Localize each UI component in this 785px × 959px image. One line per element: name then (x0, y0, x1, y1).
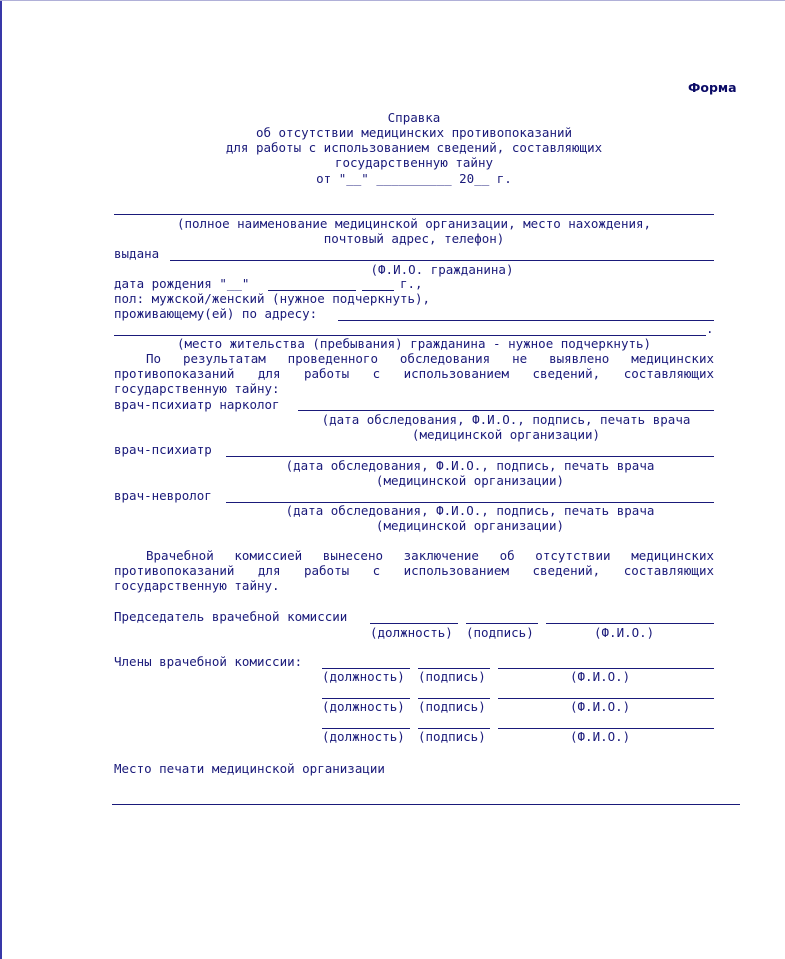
member-3-position-caption: (должность) (322, 729, 405, 744)
org-caption: (полное наименование медицинской организации, место нахождения, (176, 216, 652, 231)
window-top-edge (0, 0, 785, 1)
chairman-position-line (370, 623, 458, 624)
doctor-1-caption: (дата обследования, Ф.И.О., подпись, печать врача (321, 412, 691, 427)
results-paragraph: По результатам проведенного обследования не выявлено медицинских противопоказаний для работы с использованием сведений, составляющих государственную тайну: (114, 351, 714, 396)
birth-label: дата рождения "__" (114, 276, 250, 291)
doctor-1-line (298, 410, 714, 411)
window-left-edge (0, 0, 2, 959)
members-label: Члены врачебной комиссии: (114, 654, 303, 669)
issued-label: выдана (114, 246, 160, 261)
doc-title-line4: государственную тайну (334, 155, 494, 170)
member-3-fio-caption: (Ф.И.О.) (570, 729, 631, 744)
issued-line (170, 260, 714, 261)
doctor-1-caption-line2: (медицинской организации) (411, 427, 601, 442)
chairman-signature-caption: (подпись) (466, 625, 534, 640)
commission-paragraph: Врачебной комиссией вынесено заключение об отсутствии медицинских противопоказаний для работы с использованием сведений, составляющих государственную тайну. (114, 548, 714, 593)
sex-line: пол: мужской/женский (нужное подчеркнуть), (114, 291, 431, 306)
chairman-position-caption: (должность) (370, 625, 453, 640)
chairman-label: Председатель врачебной комиссии (114, 609, 348, 624)
member-3-signature-caption: (подпись) (418, 729, 486, 744)
doctor-3-label: врач-невролог (114, 488, 212, 503)
org-name-line (114, 214, 714, 215)
form-label: Форма (688, 80, 737, 95)
chairman-signature-line (466, 623, 538, 624)
birth-year-label: г., (400, 276, 423, 291)
address-label: проживающему(ей) по адресу: (114, 306, 318, 321)
member-1-position-caption: (должность) (322, 669, 405, 684)
doctor-2-caption-line2: (медицинской организации) (375, 473, 565, 488)
chairman-fio-caption: (Ф.И.О.) (594, 625, 655, 640)
doctor-1-label: врач-психиатр нарколог (114, 397, 280, 412)
address-line (338, 320, 714, 321)
footer-rule (112, 804, 740, 805)
doctor-2-label: врач-психиатр (114, 442, 212, 457)
chairman-fio-line (546, 623, 714, 624)
member-2-fio-caption: (Ф.И.О.) (570, 699, 631, 714)
doc-title: Справка (387, 110, 441, 125)
member-2-position-caption: (должность) (322, 699, 405, 714)
stamp-place: Место печати медицинской организации (114, 761, 385, 776)
org-caption-line2: почтовый адрес, телефон) (323, 231, 505, 246)
member-1-signature-caption: (подпись) (418, 669, 486, 684)
doc-date: от "__" __________ 20__ г. (316, 171, 512, 186)
address-end-dot: . (706, 321, 714, 336)
doctor-3-caption-line2: (медицинской организации) (375, 518, 565, 533)
member-2-signature-caption: (подпись) (418, 699, 486, 714)
doctor-3-caption: (дата обследования, Ф.И.О., подпись, печать врача (285, 503, 655, 518)
issued-caption: (Ф.И.О. гражданина) (370, 262, 514, 277)
address-caption: (место жительства (пребывания) гражданина - нужное подчеркнуть) (176, 336, 652, 351)
doctor-2-caption: (дата обследования, Ф.И.О., подпись, печать врача (285, 458, 655, 473)
doc-title-line3: для работы с использованием сведений, составляющих (225, 140, 603, 155)
doctor-2-line (226, 456, 714, 457)
member-1-fio-caption: (Ф.И.О.) (570, 669, 631, 684)
doc-title-line2: об отсутствии медицинских противопоказаний (255, 125, 573, 140)
